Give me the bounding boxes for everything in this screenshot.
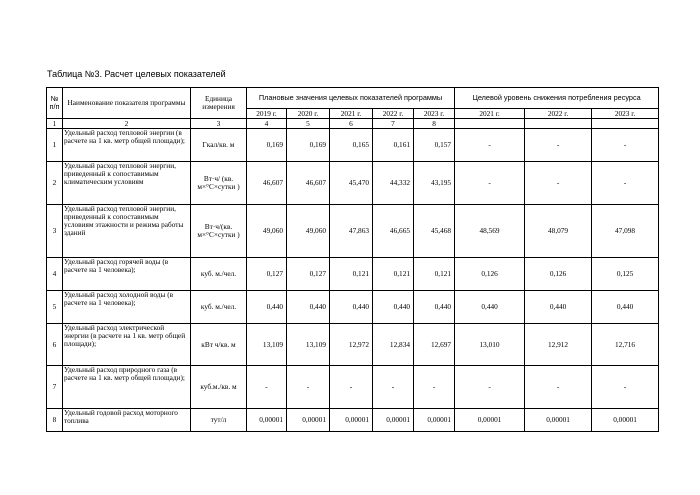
row-unit: тут/л [191,409,247,432]
year-target-2023: 2023 г. [592,109,659,119]
planned-value: 0,440 [287,291,330,324]
target-value: - [525,366,592,409]
planned-value: 0,127 [287,258,330,291]
planned-value: 0,121 [414,258,455,291]
planned-value: 0,440 [330,291,373,324]
row-name: Удельный расход тепловой энергии (в расчете на 1 кв. метр общей площади); [63,129,191,162]
row-name: Удельный годовой расход моторного топлива [63,409,191,432]
row-unit: куб.м./кв. м [191,366,247,409]
target-value: 0,00001 [525,409,592,432]
target-value: - [455,129,525,162]
target-value: - [592,129,659,162]
table-row [47,258,659,291]
index-cell: 2 [63,119,191,129]
header-target: Целевой уровень снижения потребления ресурса [455,88,659,109]
planned-value: 0,00001 [373,409,414,432]
table-row [47,205,659,258]
planned-value: 13,109 [287,324,330,366]
planned-value: 0,161 [373,129,414,162]
index-cell [592,119,659,129]
row-num: 3 [47,205,63,258]
target-value: - [455,162,525,205]
index-cell: 6 [330,119,373,129]
planned-value: 0,440 [247,291,287,324]
target-value: - [592,162,659,205]
row-unit: куб. м./чел. [191,291,247,324]
target-value: - [455,366,525,409]
planned-value: 0,121 [330,258,373,291]
planned-value: 0,00001 [330,409,373,432]
target-value: 0,440 [455,291,525,324]
planned-value: 0,440 [373,291,414,324]
planned-value: 12,697 [414,324,455,366]
index-cell [455,119,525,129]
year-target-2022: 2022 г. [525,109,592,119]
row-name: Удельный расход холодной воды (в расчете на 1 человека); [63,291,191,324]
year-target-2021: 2021 г. [455,109,525,119]
planned-value: 49,060 [247,205,287,258]
index-cell: 5 [287,119,330,129]
planned-value: 0,440 [414,291,455,324]
year-planned-2021: 2021 г. [330,109,373,119]
target-value: 12,912 [525,324,592,366]
table-row [47,409,659,432]
table-row [47,324,659,366]
index-cell: 1 [47,119,63,129]
row-name: Удельный расход тепловой энергии, приведенный к сопоставимым условиям этажности и режима работы зданий [63,205,191,258]
planned-value: 0,169 [287,129,330,162]
row-unit: Гкал/кв. м [191,129,247,162]
planned-value: 0,165 [330,129,373,162]
target-value: 0,440 [592,291,659,324]
planned-value: 45,468 [414,205,455,258]
index-cell: 7 [373,119,414,129]
table-caption: Таблица №3. Расчет целевых показателей [47,69,226,79]
targets-table [46,87,659,432]
planned-value: 46,607 [247,162,287,205]
row-name: Удельный расход тепловой энергии, приведенный к сопоставимым климатическим условиям [63,162,191,205]
planned-value: 47,863 [330,205,373,258]
row-num: 4 [47,258,63,291]
target-value: 0,126 [525,258,592,291]
planned-value: 43,195 [414,162,455,205]
target-value: 0,440 [525,291,592,324]
planned-value: - [247,366,287,409]
target-value: 0,125 [592,258,659,291]
row-name: Удельный расход природного газа (в расчете на 1 кв. метр общей площади); [63,366,191,409]
header-planned: Плановые значения целевых показателей программы [247,88,455,109]
target-value: 0,00001 [455,409,525,432]
planned-value: 45,470 [330,162,373,205]
planned-value: 46,665 [373,205,414,258]
year-planned-2023: 2023 г. [414,109,455,119]
table-row [47,291,659,324]
target-value: - [525,129,592,162]
table-row [47,129,659,162]
year-planned-2020: 2020 г. [287,109,330,119]
planned-value: 44,332 [373,162,414,205]
row-name: Удельный расход горячей воды (в расчете на 1 человека); [63,258,191,291]
year-planned-2019: 2019 г. [247,109,287,119]
planned-value: - [330,366,373,409]
row-num: 1 [47,129,63,162]
row-num: 5 [47,291,63,324]
planned-value: 12,834 [373,324,414,366]
planned-value: 0,121 [373,258,414,291]
planned-value: 0,00001 [287,409,330,432]
row-name: Удельный расход электрической энергии (в расчете на 1 кв. метр общей площади); [63,324,191,366]
target-value: - [525,162,592,205]
target-value: 13,010 [455,324,525,366]
planned-value: - [373,366,414,409]
header-name: Наименование показателя программы [63,88,191,119]
index-cell: 8 [414,119,455,129]
target-value: 48,079 [525,205,592,258]
target-value: - [592,366,659,409]
planned-value: 49,060 [287,205,330,258]
target-value: 47,098 [592,205,659,258]
row-num: 7 [47,366,63,409]
row-num: 6 [47,324,63,366]
planned-value: 0,00001 [414,409,455,432]
row-unit: кВт ч/кв. м [191,324,247,366]
table-row [47,162,659,205]
planned-value: 0,127 [247,258,287,291]
index-cell: 4 [247,119,287,129]
row-unit: куб. м./чел. [191,258,247,291]
planned-value: 0,00001 [247,409,287,432]
year-planned-2022: 2022 г. [373,109,414,119]
planned-value: - [414,366,455,409]
planned-value: 46,607 [287,162,330,205]
planned-value: 0,169 [247,129,287,162]
target-value: 0,126 [455,258,525,291]
target-value: 0,00001 [592,409,659,432]
row-unit: Вт·ч/ (кв. м×°С×сутки ) [191,162,247,205]
header-num: № п/п [47,88,63,119]
target-value: 12,716 [592,324,659,366]
row-num: 8 [47,409,63,432]
planned-value: 13,109 [247,324,287,366]
column-index-row [47,119,659,129]
index-cell: 3 [191,119,247,129]
header-unit: Единица измерения [191,88,247,119]
planned-value: 12,972 [330,324,373,366]
row-unit: Вт·ч/(кв. м×°С×сутки ) [191,205,247,258]
row-num: 2 [47,162,63,205]
table-row [47,366,659,409]
planned-value: - [287,366,330,409]
planned-value: 0,157 [414,129,455,162]
index-cell [525,119,592,129]
target-value: 48,569 [455,205,525,258]
